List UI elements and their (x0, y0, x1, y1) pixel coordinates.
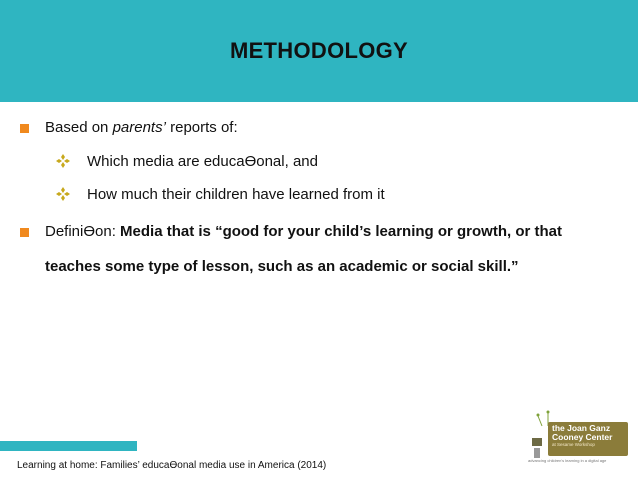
definition-line1: Media that is “good for your child’s learning or growth, or that (120, 223, 563, 240)
bullet-text-suffix: reports of: (165, 119, 238, 136)
sub-bullet-educational: Which media are educaƟonal, and (87, 153, 318, 170)
cooney-center-logo (528, 408, 632, 466)
bullet-text-prefix: Based on (45, 119, 113, 136)
bullet-square-icon (20, 228, 29, 237)
logo-line1: the Joan Ganz (552, 423, 611, 433)
sub-bullet-learned: How much their children have learned from it (87, 186, 385, 203)
diamond-bullet-icon (55, 186, 71, 202)
bullet-definition (45, 223, 562, 240)
footer-citation: Learning at home: Families’ educaƟonal media use in America (2014) (17, 460, 327, 471)
definition-label: DefiniƟon: (45, 223, 121, 240)
bottom-accent-bar (0, 441, 137, 451)
bullet-text-emphasis: parents’ (112, 119, 166, 136)
logo-subtitle: at Sesame Workshop (552, 442, 595, 447)
slide-title: METHODOLOGY (229, 38, 409, 63)
logo-tagline: advancing children's learning in a digital age (528, 458, 607, 463)
definition-line2: teaches some type of lesson, such as an academic or social skill.” (45, 258, 519, 275)
bullet-parents-reports (45, 119, 238, 136)
diamond-bullet-icon (55, 153, 71, 169)
bullet-square-icon (20, 124, 29, 133)
logo-line2: Cooney Center (552, 432, 613, 442)
logo-title (552, 424, 628, 442)
